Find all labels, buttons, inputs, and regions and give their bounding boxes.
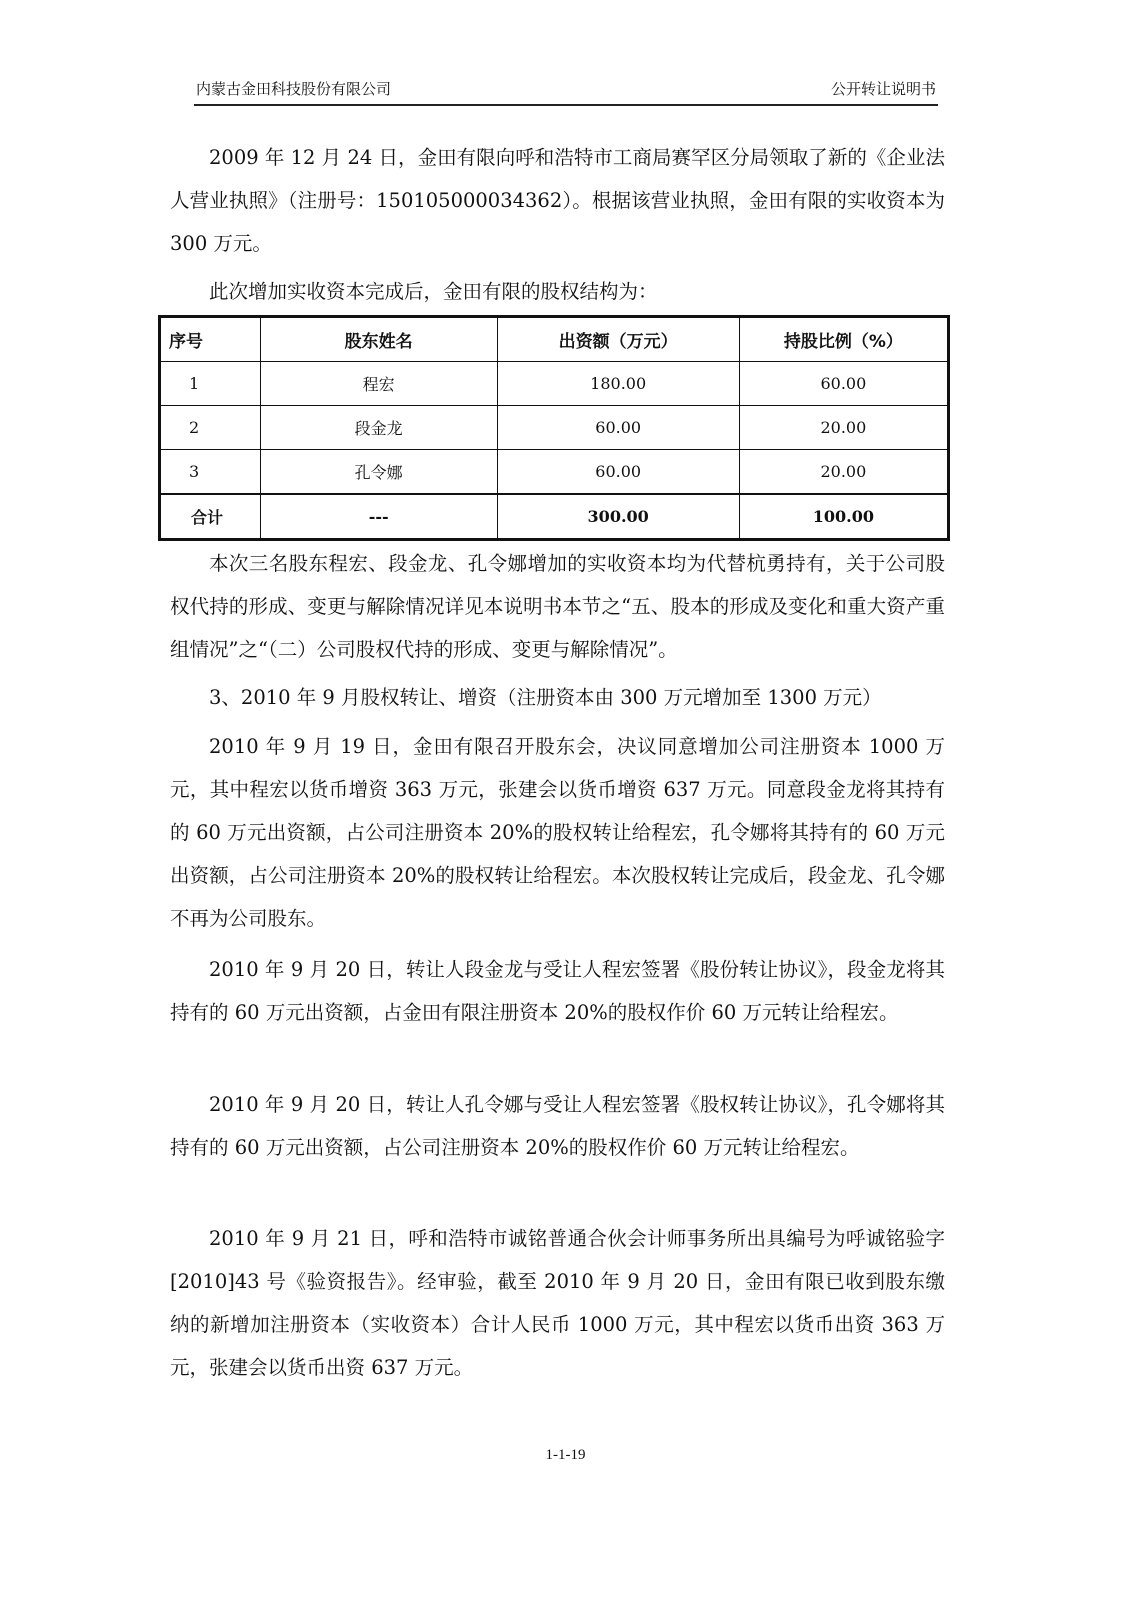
- cell-shareholder: 孔令娜: [260, 450, 497, 495]
- paragraph-proxy-holding: 本次三名股东程宏、段金龙、孔令娜增加的实收资本均为代替杭勇持有，关于公司股权代持的形成、变更与解除情况详见本说明书本节之“五、股本的形成及变化和重大资产重组情况”之“（二）公司股权代持的形成、变更与解除情况”。: [170, 552, 945, 661]
- cell-ratio: 20.00: [739, 450, 948, 495]
- paragraph-table-intro: 此次增加实收资本完成后，金田有限的股权结构为：: [209, 280, 658, 303]
- cell-total-label: 合计: [160, 494, 261, 540]
- table-row: [160, 406, 949, 450]
- header-document-title: 公开转让说明书: [830, 80, 936, 98]
- section-heading-2010-transfer: 3、2010 年 9 月股权转让、增资（注册资本由 300 万元增加至 1300 万元）: [209, 686, 882, 709]
- cell-contribution: 60.00: [497, 450, 739, 495]
- column-header-serial: 序号: [160, 317, 261, 362]
- cell-contribution: 60.00: [497, 406, 739, 450]
- cell-ratio: 60.00: [739, 362, 948, 406]
- table-total-row: [160, 494, 949, 540]
- page-header: [194, 78, 938, 106]
- column-header-contribution: 出资额（万元）: [497, 317, 739, 362]
- cell-total-ratio: 100.00: [739, 494, 948, 540]
- cell-total-contribution: 300.00: [497, 494, 739, 540]
- paragraph-transfer-kong: 2010 年 9 月 20 日，转让人孔令娜与受让人程宏签署《股权转让协议》，孔令娜将其持有的 60 万元出资额，占公司注册资本 20%的股权作价 60 万元转让给程宏。: [170, 1093, 945, 1159]
- cell-serial: 1: [160, 362, 261, 406]
- paragraph-transfer-duan: 2010 年 9 月 20 日，转让人段金龙与受让人程宏签署《股份转让协议》，段金龙将其持有的 60 万元出资额，占金田有限注册资本 20%的股权作价 60 万元转让给程宏。: [170, 958, 945, 1024]
- column-header-shareholder: 股东姓名: [260, 317, 497, 362]
- table-row: [160, 450, 949, 495]
- column-header-ratio: 持股比例（%）: [739, 317, 948, 362]
- equity-structure-table: [158, 315, 950, 541]
- paragraph-business-license: 2009 年 12 月 24 日，金田有限向呼和浩特市工商局赛罕区分局领取了新的《企业法人营业执照》（注册号：150105000034362）。根据该营业执照，金田有限的实收资本为 300 万元。: [170, 146, 945, 255]
- cell-serial: 3: [160, 450, 261, 495]
- cell-shareholder: 程宏: [260, 362, 497, 406]
- paragraph-capital-verification: 2010 年 9 月 21 日，呼和浩特市诚铭普通合伙会计师事务所出具编号为呼诚铭验字[2010]43 号《验资报告》。经审验，截至 2010 年 9 月 20 日，金田有限已收到股东缴纳的新增加注册资本（实收资本）合计人民币 1000 万元，其中程宏以货币出资 363 万元，张建会以货币出资 637 万元。: [170, 1227, 945, 1379]
- table-header-row: [160, 317, 949, 362]
- paragraph-shareholder-meeting: 2010 年 9 月 19 日，金田有限召开股东会，决议同意增加公司注册资本 1000 万元，其中程宏以货币增资 363 万元，张建会以货币增资 637 万元。同意段金龙将其持有的 60 万元出资额，占公司注册资本 20%的股权转让给程宏，孔令娜将其持有的 60 万元出资额，占公司注册资本 20%的股权转让给程宏。本次股权转让完成后，段金龙、孔令娜不再为公司股东。: [170, 735, 945, 930]
- header-company-name: 内蒙古金田科技股份有限公司: [196, 80, 392, 98]
- cell-serial: 2: [160, 406, 261, 450]
- cell-contribution: 180.00: [497, 362, 739, 406]
- cell-shareholder: 段金龙: [260, 406, 497, 450]
- cell-ratio: 20.00: [739, 406, 948, 450]
- table-row: [160, 362, 949, 406]
- page-number: 1-1-19: [545, 1447, 586, 1463]
- cell-total-shareholder: ---: [260, 494, 497, 540]
